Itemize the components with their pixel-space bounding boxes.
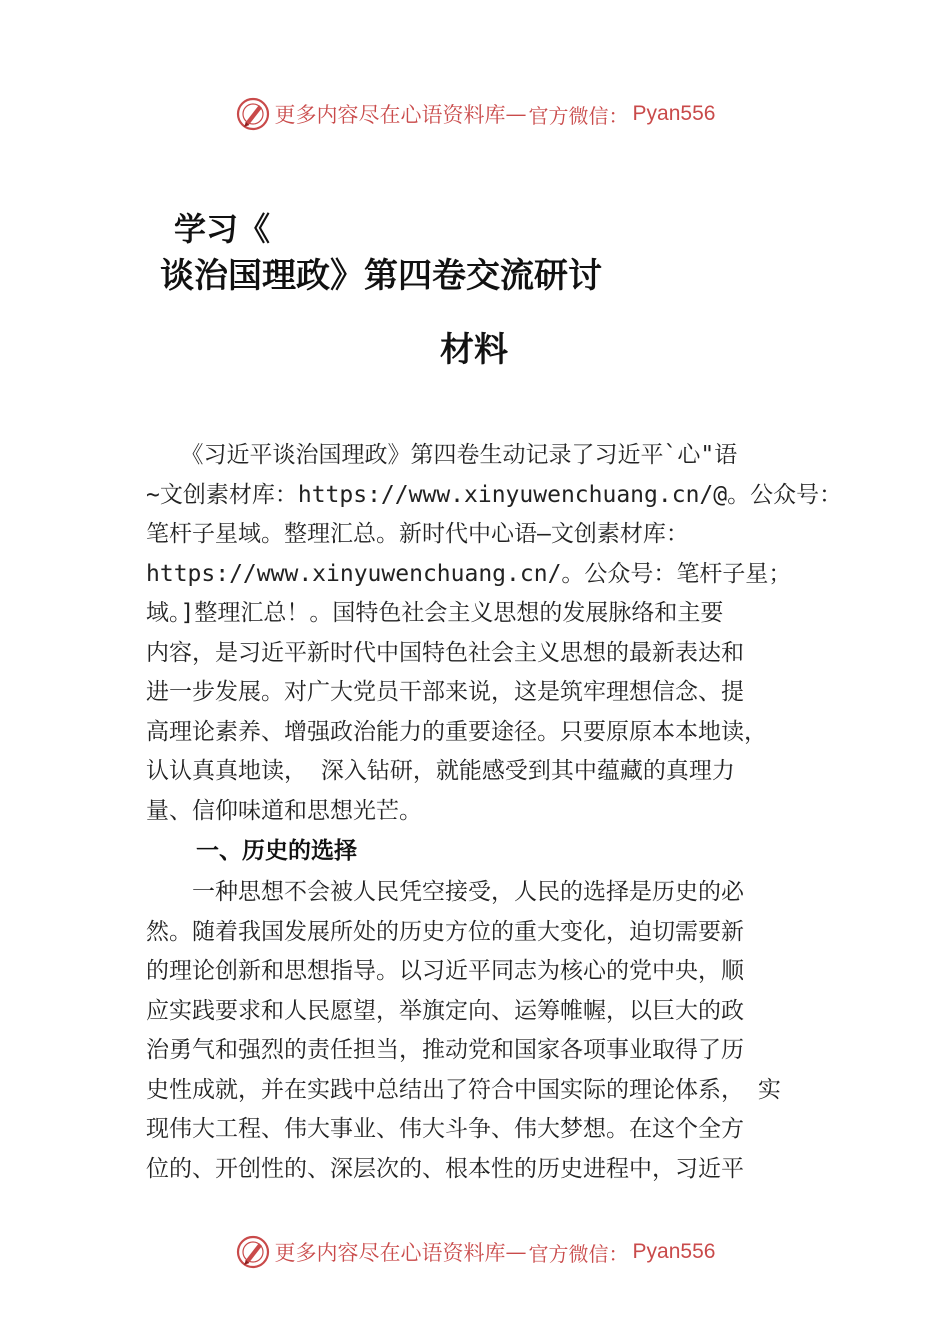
paragraph-line: 量、信仰味道和思想光芒。 <box>146 797 422 824</box>
paragraph-line: 现伟大工程、伟大事业、伟大斗争、伟大梦想。在这个全方 <box>146 1116 744 1142</box>
section-heading: 一、历史的选择 <box>196 838 357 864</box>
document-body <box>146 436 843 1189</box>
paragraph-line: 内容，是习近平新时代中国特色社会主义思想的最新表达和 <box>146 639 744 666</box>
paragraph-line: 进一步发展。对广大党员干部来说，这是筑牢理想信念、提 <box>146 679 744 705</box>
header-dash: — <box>505 102 527 126</box>
paragraph-line: 笔杆子星域。整理汇总。新时代中心语—文创素材库： <box>146 521 689 547</box>
paragraph-line: 应实践要求和人民愿望，举旗定向、运筹帷幄，以巨大的政 <box>146 997 744 1024</box>
title-line-1: 学习《 <box>174 210 271 248</box>
paragraph-line: 认认真真地读， 深入钻研，就能感受到其中蕴藏的真理力 <box>146 758 735 784</box>
header-banner <box>0 94 950 134</box>
footer-account: Pyan556 <box>632 1240 716 1263</box>
title-line-3: 材料 <box>440 330 508 370</box>
pen-logo-icon <box>235 96 271 132</box>
paragraph-line: 的理论创新和思想指导。以习近平同志为核心的党中央，顺 <box>146 958 744 984</box>
pen-logo-icon <box>235 1234 271 1270</box>
paragraph-line: 位的、开创性的、深层次的、根本性的历史进程中，习近平 <box>146 1155 744 1182</box>
paragraph-line: 域。]整理汇总！。国特色社会主义思想的发展脉络和主要 <box>146 600 724 626</box>
header-account: Pyan556 <box>632 102 716 125</box>
paragraph-line: 《习近平谈治国理政》第四卷生动记录了习近平`心"语 <box>146 442 738 468</box>
paragraph-line: 然。随着我国发展所处的历史方位的重大变化，迫切需要新 <box>146 918 744 945</box>
paragraph-line: 治勇气和强烈的责任担当，推动党和国家各项事业取得了历 <box>146 1037 744 1063</box>
paragraph-line: 高理论素养、增强政治能力的重要途径。只要原原本本地读， <box>146 718 767 745</box>
paragraph-line: 史性成就，并在实践中总结出了符合中国实际的理论体系， 实 <box>146 1076 781 1103</box>
paragraph-line: https://www.xinyuwenchuang.cn/。公众号：笔杆子星； <box>146 560 792 587</box>
header-wechat-label: 官方微信： <box>528 103 629 128</box>
paragraph-line: ~文创素材库：https://www.xinyuwenchuang.cn/@。公众号： <box>146 481 843 508</box>
footer-wechat-label: 官方微信： <box>528 1241 629 1266</box>
footer-dash: — <box>505 1240 527 1264</box>
footer-brand-text: 更多内容尽在心语资料库 <box>274 1241 506 1265</box>
footer-banner <box>0 1232 950 1272</box>
title-line-2: 谈治国理政》第四卷交流研讨 <box>160 256 602 296</box>
header-brand-text: 更多内容尽在心语资料库 <box>274 103 506 127</box>
paragraph-line: 一种思想不会被人民凭空接受，人民的选择是历史的必 <box>146 879 744 905</box>
